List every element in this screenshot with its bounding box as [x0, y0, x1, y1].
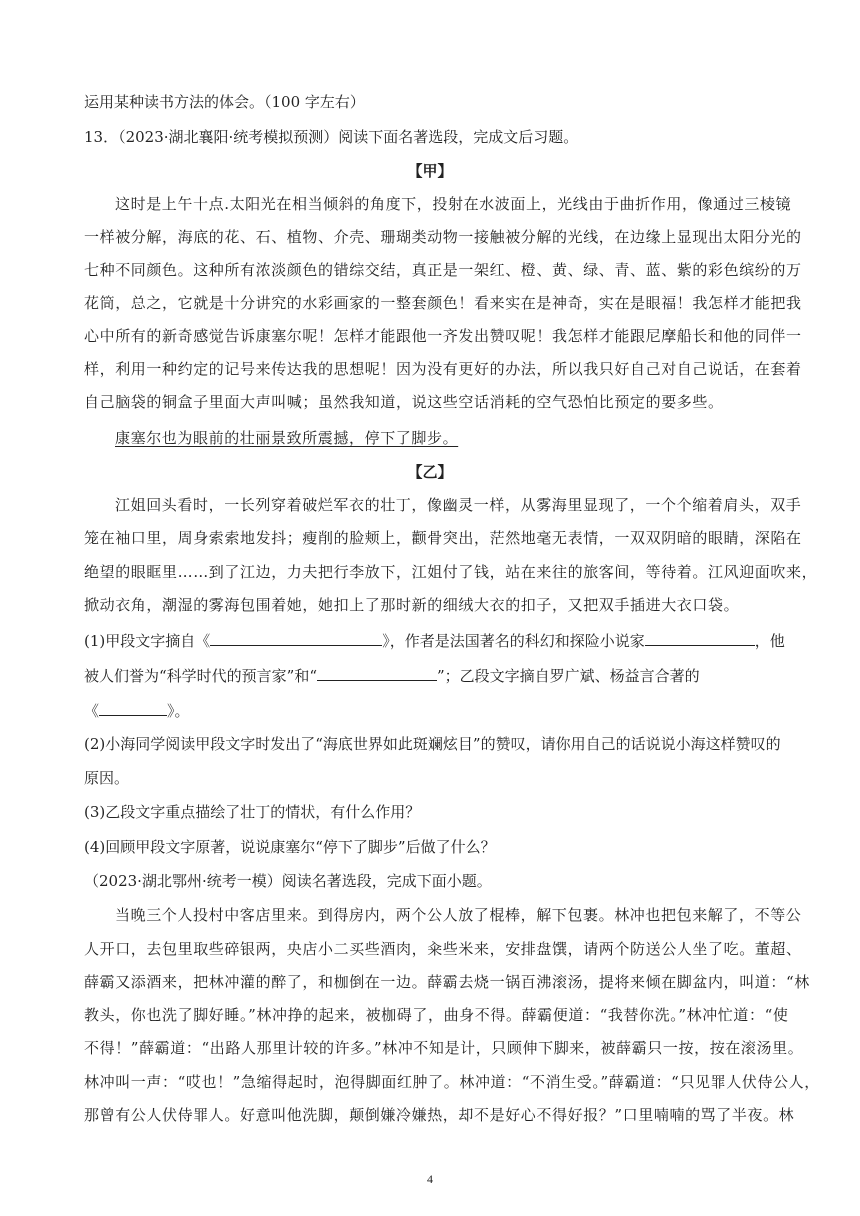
passage-jia-line: 心中所有的新奇感觉告诉康塞尔呢！怎样才能跟他一齐发出赞叹呢！我怎样才能跟尼摩船长和他的同伴一	[84, 327, 802, 345]
question-1-line-2: 被人们誉为“科学时代的预言家”和“ ”；乙段文字摘自罗广斌、杨益言合著的	[84, 667, 700, 685]
question-13-heading: 13．（2023·湖北襄阳·统考模拟预测）阅读下面名著选段，完成文后习题。	[84, 128, 579, 146]
passage-shuihu-line: 那曾有公人伏侍罪人。好意叫他洗脚，颠倒嫌冷嫌热，却不是好心不得好报？”口里喃喃的骂了半夜。林	[84, 1106, 795, 1124]
passage-jia-underlined-sentence: 康塞尔也为眼前的壮丽景致所震撼，停下了脚步。	[115, 429, 459, 447]
passage-yi-line: 绝望的眼眶里……到了江边，力夫把行李放下，江姐付了钱，站在来往的旅客间，等待着。江风迎面吹来，	[84, 563, 818, 581]
passage-shuihu-line: 薛霸又添酒来，把林冲灌的醉了，和枷倒在一边。薛霸去烧一锅百沸滚汤，提将来倾在脚盆内，叫道：“林	[84, 973, 810, 991]
passage-jia-line: 花筒，总之，它就是十分讲究的水彩画家的一整套颜色！看来实在是神奇，实在是眼福！我怎样才能把我	[84, 294, 802, 312]
passage-jia-line: 样，利用一种约定的记号来传达我的思想呢！因为没有更好的办法，所以我只好自己对自己说话，在套着	[84, 360, 802, 378]
answer-blank-book-title[interactable]	[210, 630, 382, 646]
answer-blank-epithet[interactable]	[317, 665, 437, 681]
question-1-line-1: (1)甲段文字摘自《 》，作者是法国著名的科幻和探险小说家 ，他	[84, 632, 785, 650]
answer-blank-yi-book[interactable]	[99, 700, 167, 716]
passage-shuihu-line: 不得！”薛霸道：“出路人那里计较的许多。”林冲不知是计，只顾伸下脚来，被薛霸只一按，按在滚汤里。	[84, 1039, 804, 1057]
question-1-line-3: 《 》。	[84, 702, 190, 720]
passage-shuihu-line: 林冲叫一声：“哎也！”急缩得起时，泡得脚面红肿了。林冲道：“不消生受。”薛霸道：“只见罪人伏侍公人，	[84, 1073, 820, 1091]
section-label-yi: 【乙】	[407, 463, 453, 481]
passage-jia-line: 这时是上午十点.太阳光在相当倾斜的角度下，投射在水波面上，光线由于曲折作用，像通过三棱镜	[115, 195, 792, 213]
passage-jia-line: 一样被分解，海底的花、石、植物、介壳、珊瑚类动物一接触被分解的光线，在边缘上显现出太阳分光的	[84, 228, 802, 246]
passage-jia-line: 自己脑袋的铜盒子里面大声叫喊；虽然我知道，说这些空话消耗的空气恐怕比预定的要多些。	[84, 393, 724, 411]
passage-jia-line: 七种不同颜色。这种所有浓淡颜色的错综交结，真正是一架红、橙、黄、绿、青、蓝、紫的彩色缤纷的万	[84, 261, 802, 279]
question-2-line: (2)小海同学阅读甲段文字时发出了“海底世界如此斑斓炫目”的赞叹，请你用自己的话说说小海这样赞叹的	[84, 735, 781, 753]
answer-blank-author[interactable]	[645, 630, 755, 646]
page-number: 4	[427, 1172, 433, 1186]
section-label-jia: 【甲】	[407, 162, 453, 180]
question-14-heading: （2023·湖北鄂州·统考一模）阅读名著选段，完成下面小题。	[84, 872, 492, 890]
passage-yi-line: 笼在袖口里，周身索索地发抖；瘦削的脸颊上，颧骨突出，茫然地毫无表情，一双双阴暗的眼睛，深陷在	[84, 529, 802, 547]
passage-yi-line: 江姐回头看时，一长列穿着破烂军衣的壮丁，像幽灵一样，从雾海里显现了，一个个缩着肩头，双手	[115, 496, 802, 514]
text-line: 运用某种读书方法的体会。（100 字左右）	[84, 93, 365, 111]
question-2-line: 原因。	[84, 769, 130, 787]
passage-shuihu-line: 当晚三个人投村中客店里来。到得房内，两个公人放了棍棒，解下包裹。林冲也把包来解了，不等公	[115, 906, 802, 924]
question-3: (3)乙段文字重点描绘了壮丁的情状，有什么作用？	[84, 803, 421, 821]
question-4: (4)回顾甲段文字原著，说说康塞尔“停下了脚步”后做了什么？	[84, 838, 496, 856]
passage-yi-line: 掀动衣角，潮湿的雾海包围着她，她扣上了那时新的细绒大衣的扣子，又把双手插进大衣口袋。	[84, 596, 740, 614]
passage-shuihu-line: 教头，你也洗了脚好睡。”林冲挣的起来，被枷碍了，曲身不得。薛霸便道：“我替你洗。”林冲忙道：“使	[84, 1006, 789, 1024]
passage-shuihu-line: 人开口，去包里取些碎银两，央店小二买些酒肉，籴些米来，安排盘馔，请两个防送公人坐了吃。董超、	[84, 940, 802, 958]
